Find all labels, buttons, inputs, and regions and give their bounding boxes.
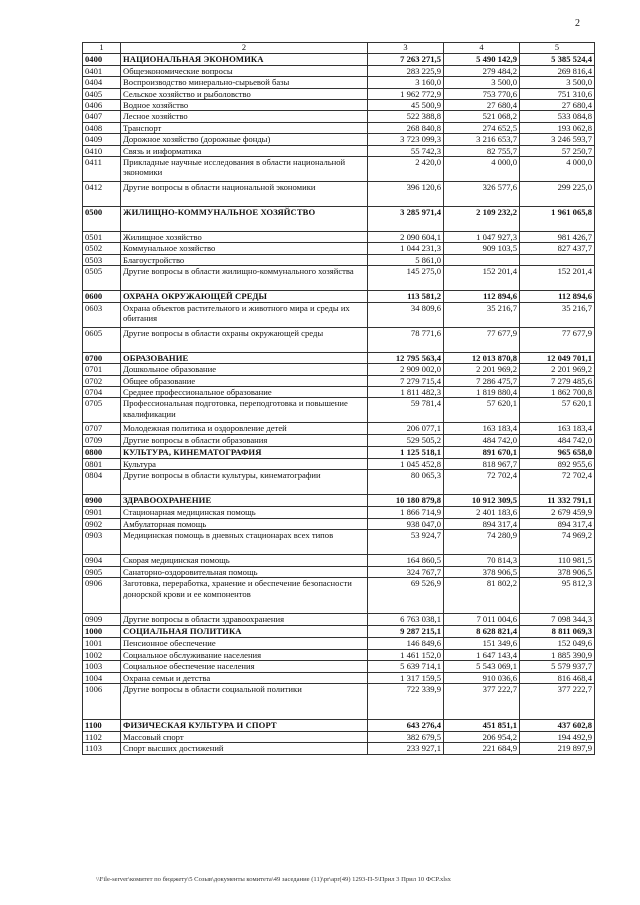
- value-col3-cell: 1 125 518,1: [368, 446, 444, 458]
- section-row: [83, 352, 595, 363]
- value-col3-cell: 1 866 714,9: [368, 507, 444, 518]
- value-col3-cell: 1 044 231,3: [368, 243, 444, 254]
- value-col4-cell: 2 401 183,6: [444, 507, 520, 518]
- table-row: [83, 386, 595, 397]
- value-col5-cell: 377 222,7: [520, 683, 595, 719]
- code-cell: 1001: [83, 638, 121, 649]
- value-col3-cell: 5 861,0: [368, 254, 444, 265]
- value-col4-cell: 163 183,4: [444, 423, 520, 435]
- value-col4-cell: 12 013 870,8: [444, 352, 520, 363]
- code-cell: 0709: [83, 435, 121, 446]
- value-col5-cell: 35 216,7: [520, 302, 595, 327]
- name-cell: ОБРАЗОВАНИЕ: [121, 352, 368, 363]
- value-col5-cell: 11 332 791,1: [520, 495, 595, 507]
- name-cell: Охрана объектов растительного и животного мира и среды их обитания: [121, 302, 368, 327]
- name-cell: Молодежная политика и оздоровление детей: [121, 423, 368, 435]
- name-cell: Спорт высших достижений: [121, 743, 368, 754]
- name-cell: Другие вопросы в области национальной экономики: [121, 182, 368, 207]
- name-cell: Социальное обеспечение населения: [121, 661, 368, 672]
- value-col5-cell: 299 225,0: [520, 182, 595, 207]
- code-cell: 0701: [83, 364, 121, 375]
- value-col4-cell: 3 216 653,7: [444, 134, 520, 145]
- name-cell: Массовый спорт: [121, 731, 368, 742]
- value-col5-cell: 378 906,5: [520, 566, 595, 577]
- code-cell: 0702: [83, 375, 121, 386]
- value-col3-cell: 55 742,3: [368, 145, 444, 156]
- value-col5-cell: 152 201,4: [520, 266, 595, 291]
- name-cell: НАЦИОНАЛЬНАЯ ЭКОНОМИКА: [121, 54, 368, 65]
- table-row: [83, 423, 595, 435]
- value-col4-cell: 1 819 880,4: [444, 386, 520, 397]
- name-cell: Связь и информатика: [121, 145, 368, 156]
- value-col5-cell: 892 955,6: [520, 458, 595, 469]
- table-row: [83, 232, 595, 243]
- value-col5-cell: 751 310,6: [520, 88, 595, 99]
- value-col3-cell: 382 679,5: [368, 731, 444, 742]
- table-row: [83, 77, 595, 88]
- table-row: [83, 614, 595, 626]
- value-col3-cell: 2 420,0: [368, 157, 444, 182]
- name-cell: Стационарная медицинская помощь: [121, 507, 368, 518]
- value-col3-cell: 3 160,0: [368, 77, 444, 88]
- value-col5-cell: 194 492,9: [520, 731, 595, 742]
- code-cell: 0800: [83, 446, 121, 458]
- value-col4-cell: 35 216,7: [444, 302, 520, 327]
- table-row: [83, 518, 595, 529]
- value-col3-cell: 45 500,9: [368, 100, 444, 111]
- value-col5-cell: 7 279 485,6: [520, 375, 595, 386]
- value-col5-cell: 3 246 593,7: [520, 134, 595, 145]
- value-col3-cell: 324 767,7: [368, 566, 444, 577]
- value-col5-cell: 3 500,0: [520, 77, 595, 88]
- code-cell: 0700: [83, 352, 121, 363]
- table-row: [83, 529, 595, 554]
- code-cell: 0503: [83, 254, 121, 265]
- value-col5-cell: 7 098 344,3: [520, 614, 595, 626]
- name-cell: Дошкольное образование: [121, 364, 368, 375]
- value-col5-cell: 1 961 065,8: [520, 207, 595, 232]
- value-col3-cell: 12 795 563,4: [368, 352, 444, 363]
- value-col4-cell: 81 802,2: [444, 578, 520, 614]
- value-col3-cell: 53 924,7: [368, 529, 444, 554]
- code-cell: 1006: [83, 683, 121, 719]
- value-col4-cell: 2 109 232,2: [444, 207, 520, 232]
- code-cell: 0600: [83, 291, 121, 302]
- table-row: [83, 122, 595, 133]
- code-cell: 0903: [83, 529, 121, 554]
- value-col3-cell: 3 723 099,3: [368, 134, 444, 145]
- table-row: [83, 302, 595, 327]
- code-cell: 1003: [83, 661, 121, 672]
- name-cell: Другие вопросы в области социальной политики: [121, 683, 368, 719]
- name-cell: Лесное хозяйство: [121, 111, 368, 122]
- name-cell: ФИЗИЧЕСКАЯ КУЛЬТУРА И СПОРТ: [121, 719, 368, 731]
- table-row: [83, 554, 595, 566]
- table-row: [83, 649, 595, 660]
- name-cell: Среднее профессиональное образование: [121, 386, 368, 397]
- table-row: [83, 683, 595, 719]
- value-col4-cell: 378 906,5: [444, 566, 520, 577]
- value-col5-cell: 816 468,4: [520, 672, 595, 683]
- name-cell: Другие вопросы в области культуры, кинематографии: [121, 470, 368, 495]
- value-col4-cell: 894 317,4: [444, 518, 520, 529]
- value-col5-cell: 2 201 969,2: [520, 364, 595, 375]
- column-number: 1: [83, 43, 121, 54]
- value-col5-cell: 437 602,8: [520, 719, 595, 731]
- name-cell: Социальное обслуживание населения: [121, 649, 368, 660]
- code-cell: 0408: [83, 122, 121, 133]
- code-cell: 0401: [83, 65, 121, 76]
- table-row: [83, 254, 595, 265]
- value-col3-cell: 10 180 879,8: [368, 495, 444, 507]
- code-cell: 1002: [83, 649, 121, 660]
- code-cell: 0804: [83, 470, 121, 495]
- code-cell: 0705: [83, 398, 121, 423]
- code-cell: 1102: [83, 731, 121, 742]
- value-col3-cell: 80 065,3: [368, 470, 444, 495]
- name-cell: СОЦИАЛЬНАЯ ПОЛИТИКА: [121, 626, 368, 638]
- value-col4-cell: 910 036,6: [444, 672, 520, 683]
- name-cell: ОХРАНА ОКРУЖАЮЩЕЙ СРЕДЫ: [121, 291, 368, 302]
- code-cell: 0605: [83, 327, 121, 352]
- value-col5-cell: 1 885 390,9: [520, 649, 595, 660]
- name-cell: Санаторно-оздоровительная помощь: [121, 566, 368, 577]
- value-col4-cell: 451 851,1: [444, 719, 520, 731]
- table-row: [83, 65, 595, 76]
- table-row: [83, 661, 595, 672]
- file-path-footer: \\File-server\комитет по бюджету\5 Созыв\документы комитета\49 заседание (11)\pr\apr(49) 1293-П-5\Прил 3 Прил 10 ФСР.xlsx: [96, 876, 451, 883]
- code-cell: 1100: [83, 719, 121, 731]
- value-col4-cell: 3 500,0: [444, 77, 520, 88]
- value-col4-cell: 484 742,0: [444, 435, 520, 446]
- name-cell: Транспорт: [121, 122, 368, 133]
- name-cell: КУЛЬТУРА, КИНЕМАТОГРАФИЯ: [121, 446, 368, 458]
- code-cell: 1004: [83, 672, 121, 683]
- code-cell: 0704: [83, 386, 121, 397]
- value-col4-cell: 1 647 143,4: [444, 649, 520, 660]
- code-cell: 0901: [83, 507, 121, 518]
- value-col4-cell: 82 755,7: [444, 145, 520, 156]
- name-cell: Другие вопросы в области образования: [121, 435, 368, 446]
- name-cell: Другие вопросы в области здравоохранения: [121, 614, 368, 626]
- value-col3-cell: 7 263 271,5: [368, 54, 444, 65]
- value-col5-cell: 95 812,3: [520, 578, 595, 614]
- code-cell: 0603: [83, 302, 121, 327]
- code-cell: 0405: [83, 88, 121, 99]
- table-row: [83, 134, 595, 145]
- value-col4-cell: 818 967,7: [444, 458, 520, 469]
- value-col3-cell: 59 781,4: [368, 398, 444, 423]
- name-cell: Сельское хозяйство и рыболовство: [121, 88, 368, 99]
- table-row: [83, 364, 595, 375]
- value-col4-cell: 2 201 969,2: [444, 364, 520, 375]
- table-row: [83, 88, 595, 99]
- value-col3-cell: 2 090 604,1: [368, 232, 444, 243]
- value-col5-cell: 269 816,4: [520, 65, 595, 76]
- code-cell: 0906: [83, 578, 121, 614]
- name-cell: Благоустройство: [121, 254, 368, 265]
- section-row: [83, 446, 595, 458]
- name-cell: ЗДРАВООХРАНЕНИЕ: [121, 495, 368, 507]
- value-col4-cell: 7 011 004,6: [444, 614, 520, 626]
- table-row: [83, 435, 595, 446]
- value-col4-cell: 909 103,5: [444, 243, 520, 254]
- code-cell: 0801: [83, 458, 121, 469]
- value-col5-cell: 965 658,0: [520, 446, 595, 458]
- section-row: [83, 495, 595, 507]
- name-cell: Общеэкономические вопросы: [121, 65, 368, 76]
- value-col5-cell: 5 385 524,4: [520, 54, 595, 65]
- value-col5-cell: 5 579 937,7: [520, 661, 595, 672]
- value-col4-cell: 7 286 475,7: [444, 375, 520, 386]
- value-col3-cell: 7 279 715,4: [368, 375, 444, 386]
- code-cell: 0410: [83, 145, 121, 156]
- name-cell: Воспроизводство минерально-сырьевой базы: [121, 77, 368, 88]
- code-cell: 0501: [83, 232, 121, 243]
- value-col3-cell: 69 526,9: [368, 578, 444, 614]
- value-col4-cell: 377 222,7: [444, 683, 520, 719]
- code-cell: 0400: [83, 54, 121, 65]
- table-row: [83, 398, 595, 423]
- value-col3-cell: 3 285 971,4: [368, 207, 444, 232]
- table-row: [83, 578, 595, 614]
- value-col5-cell: 27 680,4: [520, 100, 595, 111]
- value-col4-cell: 521 068,2: [444, 111, 520, 122]
- name-cell: Водное хозяйство: [121, 100, 368, 111]
- value-col4-cell: 274 652,5: [444, 122, 520, 133]
- budget-table: [82, 42, 595, 755]
- value-col4-cell: 77 677,9: [444, 327, 520, 352]
- value-col3-cell: 34 809,6: [368, 302, 444, 327]
- code-cell: 0904: [83, 554, 121, 566]
- section-row: [83, 291, 595, 302]
- value-col4-cell: 10 912 309,5: [444, 495, 520, 507]
- table-row: [83, 507, 595, 518]
- value-col4-cell: 151 349,6: [444, 638, 520, 649]
- value-col3-cell: 164 860,5: [368, 554, 444, 566]
- value-col4-cell: 5 543 069,1: [444, 661, 520, 672]
- value-col3-cell: 206 077,1: [368, 423, 444, 435]
- table-row: [83, 731, 595, 742]
- name-cell: Амбулаторная помощь: [121, 518, 368, 529]
- value-col4-cell: 72 702,4: [444, 470, 520, 495]
- value-col4-cell: 1 047 927,3: [444, 232, 520, 243]
- table-row: [83, 157, 595, 182]
- value-col5-cell: 4 000,0: [520, 157, 595, 182]
- name-cell: Другие вопросы в области жилищно-коммунального хозяйства: [121, 266, 368, 291]
- value-col4-cell: 5 490 142,9: [444, 54, 520, 65]
- value-col4-cell: [444, 254, 520, 265]
- code-cell: 0412: [83, 182, 121, 207]
- name-cell: Общее образование: [121, 375, 368, 386]
- section-row: [83, 626, 595, 638]
- table-row: [83, 638, 595, 649]
- code-cell: 0905: [83, 566, 121, 577]
- name-cell: Культура: [121, 458, 368, 469]
- value-col5-cell: 484 742,0: [520, 435, 595, 446]
- code-cell: 0902: [83, 518, 121, 529]
- value-col3-cell: 1 317 159,5: [368, 672, 444, 683]
- table-row: [83, 243, 595, 254]
- value-col4-cell: 326 577,6: [444, 182, 520, 207]
- value-col4-cell: 8 628 821,4: [444, 626, 520, 638]
- value-col5-cell: [520, 254, 595, 265]
- code-cell: 0406: [83, 100, 121, 111]
- table-row: [83, 266, 595, 291]
- code-cell: 0407: [83, 111, 121, 122]
- value-col3-cell: 1 045 452,8: [368, 458, 444, 469]
- value-col5-cell: 57 620,1: [520, 398, 595, 423]
- value-col5-cell: 110 981,5: [520, 554, 595, 566]
- name-cell: Заготовка, переработка, хранение и обеспечение безопасности донорской крови и ее компонентов: [121, 578, 368, 614]
- table-row: [83, 182, 595, 207]
- value-col5-cell: 77 677,9: [520, 327, 595, 352]
- value-col3-cell: 283 225,9: [368, 65, 444, 76]
- name-cell: Скорая медицинская помощь: [121, 554, 368, 566]
- value-col3-cell: 1 811 482,3: [368, 386, 444, 397]
- name-cell: Коммунальное хозяйство: [121, 243, 368, 254]
- table-row: [83, 327, 595, 352]
- name-cell: Дорожное хозяйство (дорожные фонды): [121, 134, 368, 145]
- value-col3-cell: 78 771,6: [368, 327, 444, 352]
- value-col3-cell: 233 927,1: [368, 743, 444, 754]
- value-col3-cell: 1 461 152,0: [368, 649, 444, 660]
- code-cell: 0409: [83, 134, 121, 145]
- value-col3-cell: 529 505,2: [368, 435, 444, 446]
- code-cell: 0707: [83, 423, 121, 435]
- value-col4-cell: 74 280,9: [444, 529, 520, 554]
- value-col4-cell: 27 680,4: [444, 100, 520, 111]
- value-col4-cell: 221 684,9: [444, 743, 520, 754]
- name-cell: Жилищное хозяйство: [121, 232, 368, 243]
- value-col5-cell: 8 811 069,3: [520, 626, 595, 638]
- name-cell: Другие вопросы в области охраны окружающей среды: [121, 327, 368, 352]
- value-col4-cell: 4 000,0: [444, 157, 520, 182]
- section-row: [83, 719, 595, 731]
- value-col3-cell: 146 849,6: [368, 638, 444, 649]
- name-cell: Профессиональная подготовка, переподготовка и повышение квалификации: [121, 398, 368, 423]
- name-cell: Медицинская помощь в дневных стационарах всех типов: [121, 529, 368, 554]
- value-col4-cell: 206 954,2: [444, 731, 520, 742]
- value-col3-cell: 268 840,8: [368, 122, 444, 133]
- code-cell: 0404: [83, 77, 121, 88]
- value-col3-cell: 6 763 038,1: [368, 614, 444, 626]
- section-row: [83, 54, 595, 65]
- value-col4-cell: 152 201,4: [444, 266, 520, 291]
- table-row: [83, 145, 595, 156]
- value-col5-cell: 894 317,4: [520, 518, 595, 529]
- value-col3-cell: 643 276,4: [368, 719, 444, 731]
- table-row: [83, 470, 595, 495]
- value-col4-cell: 70 814,3: [444, 554, 520, 566]
- value-col4-cell: 279 484,2: [444, 65, 520, 76]
- code-cell: 0505: [83, 266, 121, 291]
- value-col5-cell: 72 702,4: [520, 470, 595, 495]
- value-col4-cell: 753 770,6: [444, 88, 520, 99]
- column-number: 2: [121, 43, 368, 54]
- value-col3-cell: 722 339,9: [368, 683, 444, 719]
- value-col5-cell: 193 062,8: [520, 122, 595, 133]
- value-col5-cell: 74 969,2: [520, 529, 595, 554]
- value-col5-cell: 152 049,6: [520, 638, 595, 649]
- code-cell: 0900: [83, 495, 121, 507]
- value-col5-cell: 981 426,7: [520, 232, 595, 243]
- name-cell: Пенсионное обеспечение: [121, 638, 368, 649]
- value-col3-cell: 113 581,2: [368, 291, 444, 302]
- value-col5-cell: 12 049 701,1: [520, 352, 595, 363]
- budget-table-body: [83, 43, 595, 755]
- value-col3-cell: 145 275,0: [368, 266, 444, 291]
- value-col3-cell: 938 047,0: [368, 518, 444, 529]
- value-col3-cell: 2 909 002,0: [368, 364, 444, 375]
- value-col3-cell: 396 120,6: [368, 182, 444, 207]
- code-cell: 1000: [83, 626, 121, 638]
- value-col3-cell: 9 287 215,1: [368, 626, 444, 638]
- value-col5-cell: 827 437,7: [520, 243, 595, 254]
- code-cell: 1103: [83, 743, 121, 754]
- table-row: [83, 375, 595, 386]
- column-number: 4: [444, 43, 520, 54]
- value-col3-cell: 5 639 714,1: [368, 661, 444, 672]
- column-number: 3: [368, 43, 444, 54]
- table-row: [83, 672, 595, 683]
- table-row: [83, 743, 595, 754]
- value-col5-cell: 163 183,4: [520, 423, 595, 435]
- value-col5-cell: 2 679 459,9: [520, 507, 595, 518]
- name-cell: Охрана семьи и детства: [121, 672, 368, 683]
- value-col5-cell: 1 862 700,8: [520, 386, 595, 397]
- value-col3-cell: 522 388,8: [368, 111, 444, 122]
- code-cell: 0909: [83, 614, 121, 626]
- column-number: 5: [520, 43, 595, 54]
- value-col4-cell: 891 670,1: [444, 446, 520, 458]
- value-col4-cell: 57 620,1: [444, 398, 520, 423]
- code-cell: 0500: [83, 207, 121, 232]
- value-col3-cell: 1 962 772,9: [368, 88, 444, 99]
- name-cell: ЖИЛИЩНО-КОММУНАЛЬНОЕ ХОЗЯЙСТВО: [121, 207, 368, 232]
- table-row: [83, 458, 595, 469]
- code-cell: 0411: [83, 157, 121, 182]
- section-row: [83, 207, 595, 232]
- value-col5-cell: 219 897,9: [520, 743, 595, 754]
- value-col5-cell: 57 250,7: [520, 145, 595, 156]
- table-row: [83, 100, 595, 111]
- code-cell: 0502: [83, 243, 121, 254]
- value-col4-cell: 112 894,6: [444, 291, 520, 302]
- value-col5-cell: 533 084,8: [520, 111, 595, 122]
- name-cell: Прикладные научные исследования в области национальной экономики: [121, 157, 368, 182]
- table-row: [83, 566, 595, 577]
- value-col5-cell: 112 894,6: [520, 291, 595, 302]
- table-row: [83, 111, 595, 122]
- column-number-header-row: [83, 43, 595, 54]
- page-number: 2: [575, 18, 580, 29]
